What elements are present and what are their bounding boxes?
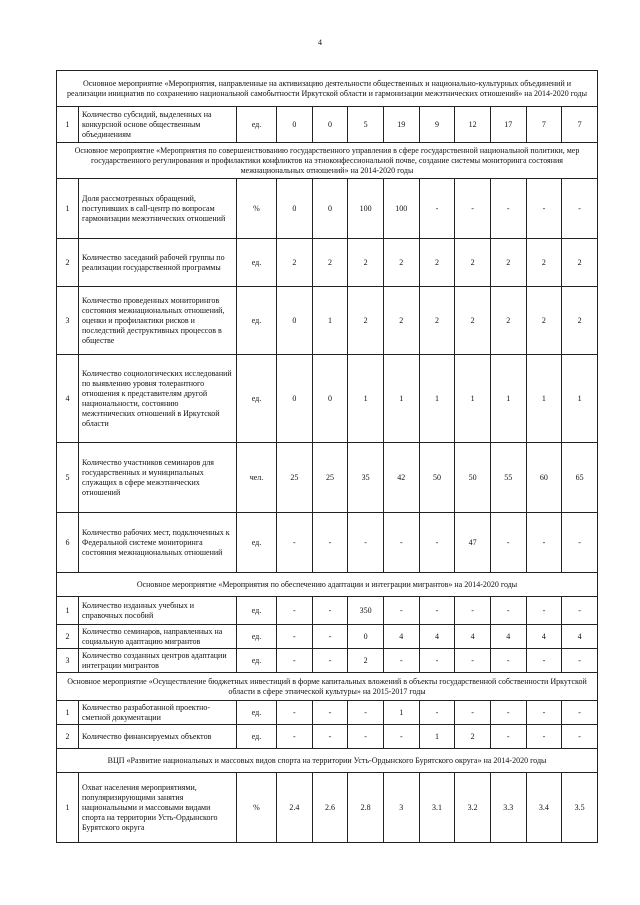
table-row [57,239,598,287]
value-cell: - [383,649,419,673]
section-title: Основное мероприятие «Мероприятия, направленные на активизацию деятельности общественных и национально-культурных объединений и реализации инициатив по сохранению национальной самобытности Иркутской области и гармонизации межэтнических отношений» на 2014-2020 годы [57,71,598,107]
value-cell: 0 [277,107,313,143]
table-row [57,355,598,443]
value-cell: 0 [312,355,348,443]
indicator-name-cell: Количество созданных центров адаптации интеграции мигрантов [79,649,237,673]
unit-cell: ед. [237,701,277,725]
value-cell: - [383,725,419,749]
value-cell: 7 [526,107,562,143]
indicator-name-cell: Количество проведенных мониторингов состояния межнациональных отношений, оценки и профилактики рисков и последствий деструктивных процессов в обществе [79,287,237,355]
value-cell: 1 [455,355,491,443]
section-title: Основное мероприятие «Мероприятия по обеспечению адаптации и интеграции мигрантов» на 2014-2020 годы [57,573,598,597]
value-cell: - [562,179,598,239]
row-number-cell: 3 [57,649,79,673]
value-cell: 2 [562,239,598,287]
value-cell: - [277,649,313,673]
table-row [57,107,598,143]
value-cell: - [348,701,384,725]
value-cell: - [455,179,491,239]
value-cell: 25 [312,443,348,513]
value-cell: 50 [419,443,455,513]
value-cell: 1 [526,355,562,443]
unit-cell: % [237,179,277,239]
value-cell: 2 [419,287,455,355]
indicator-name-cell: Количество рабочих мест, подключенных к Федеральной системе мониторинга состояния межнациональных отношений [79,513,237,573]
value-cell: - [312,597,348,625]
value-cell: 42 [383,443,419,513]
value-cell: - [277,513,313,573]
value-cell: - [277,701,313,725]
section-header-row [57,573,598,597]
value-cell: 4 [526,625,562,649]
section-header-row [57,143,598,179]
section-title: Основное мероприятие «Осуществление бюджетных инвестиций в форме капитальных вложений в объекты государственной собственности Иркутской области в сфере этнической культуры» на 2015-2017 годы [57,673,598,701]
value-cell: 2 [562,287,598,355]
value-cell: 4 [562,625,598,649]
unit-cell: ед. [237,107,277,143]
value-cell: 50 [455,443,491,513]
value-cell: 2 [419,239,455,287]
value-cell: 1 [490,355,526,443]
row-number-cell: 2 [57,625,79,649]
value-cell: 0 [277,179,313,239]
value-cell: 4 [383,625,419,649]
value-cell: - [526,725,562,749]
value-cell: - [348,725,384,749]
row-number-cell: 1 [57,773,79,843]
table-row [57,513,598,573]
section-title: Основное мероприятие «Мероприятия по совершенствованию государственного управления в сфере государственной национальной политики, мер государственного регулирования и профилактики конфликтов на этноконфессиональной почве, создание системы мониторинга состояния межнациональных отношений» на 2014-2020 годы [57,143,598,179]
indicator-name-cell: Количество разработанной проектно-сметной документации [79,701,237,725]
value-cell: 2 [348,239,384,287]
unit-cell: % [237,773,277,843]
value-cell: 1 [419,355,455,443]
value-cell: 5 [348,107,384,143]
indicators-table [56,70,598,843]
table-row [57,701,598,725]
value-cell: 3 [383,773,419,843]
value-cell: - [526,179,562,239]
value-cell: 1 [383,355,419,443]
page-number: 4 [318,38,322,47]
unit-cell: ед. [237,725,277,749]
value-cell: - [490,597,526,625]
value-cell: 2.4 [277,773,313,843]
row-number-cell: 1 [57,107,79,143]
value-cell: - [312,701,348,725]
indicator-name-cell: Количество семинаров, направленных на социальную адаптацию мигрантов [79,625,237,649]
value-cell: 2 [348,287,384,355]
value-cell: 2 [455,287,491,355]
table-row [57,443,598,513]
unit-cell: ед. [237,649,277,673]
row-number-cell: 1 [57,179,79,239]
value-cell: - [455,701,491,725]
value-cell: 2.8 [348,773,384,843]
table-row [57,773,598,843]
value-cell: 2 [348,649,384,673]
indicator-name-cell: Охват населения мероприятиями, популяризирующими занятия национальными и массовыми видами спорта на территории Усть-Ордынского Бурятского округа [79,773,237,843]
value-cell: 3.5 [562,773,598,843]
value-cell: 100 [348,179,384,239]
unit-cell: ед. [237,239,277,287]
value-cell: 2 [490,239,526,287]
value-cell: 2.6 [312,773,348,843]
value-cell: - [562,701,598,725]
value-cell: 17 [490,107,526,143]
table-row [57,287,598,355]
value-cell: 0 [312,107,348,143]
unit-cell: ед. [237,355,277,443]
value-cell: 2 [490,287,526,355]
row-number-cell: 1 [57,701,79,725]
indicators-table-body [57,71,598,843]
row-number-cell: 4 [57,355,79,443]
value-cell: - [562,649,598,673]
value-cell: 12 [455,107,491,143]
value-cell: - [348,513,384,573]
value-cell: 19 [383,107,419,143]
table-row [57,179,598,239]
row-number-cell: 5 [57,443,79,513]
value-cell: 35 [348,443,384,513]
value-cell: 3.4 [526,773,562,843]
value-cell: - [562,597,598,625]
value-cell: 2 [455,239,491,287]
value-cell: - [526,701,562,725]
value-cell: 4 [455,625,491,649]
value-cell: - [419,649,455,673]
value-cell: 0 [312,179,348,239]
value-cell: - [490,725,526,749]
value-cell: 0 [277,287,313,355]
value-cell: 4 [419,625,455,649]
indicator-name-cell: Количество изданных учебных и справочных пособий [79,597,237,625]
value-cell: - [562,513,598,573]
row-number-cell: 6 [57,513,79,573]
value-cell: - [490,179,526,239]
row-number-cell: 3 [57,287,79,355]
value-cell: - [312,649,348,673]
value-cell: - [419,179,455,239]
value-cell: 9 [419,107,455,143]
value-cell: 2 [277,239,313,287]
value-cell: 3.3 [490,773,526,843]
value-cell: 3.1 [419,773,455,843]
section-header-row [57,749,598,773]
value-cell: - [455,649,491,673]
value-cell: - [419,701,455,725]
indicator-name-cell: Количество субсидий, выделенных на конкурсной основе общественным объединениям [79,107,237,143]
value-cell: 25 [277,443,313,513]
indicator-name-cell: Количество финансируемых объектов [79,725,237,749]
value-cell: - [277,597,313,625]
table-row [57,649,598,673]
value-cell: - [383,513,419,573]
value-cell: - [562,725,598,749]
value-cell: 1 [312,287,348,355]
value-cell: 0 [277,355,313,443]
value-cell: 350 [348,597,384,625]
value-cell: 2 [383,287,419,355]
indicator-name-cell: Количество социологических исследований по выявлению уровня толерантного отношения к представителям другой национальности, состоянию межэтнических отношений в Иркутской области [79,355,237,443]
value-cell: 47 [455,513,491,573]
section-header-row [57,71,598,107]
value-cell: - [312,725,348,749]
value-cell: 3.2 [455,773,491,843]
value-cell: 7 [562,107,598,143]
value-cell: - [490,513,526,573]
value-cell: - [526,597,562,625]
value-cell: 1 [419,725,455,749]
value-cell: - [383,597,419,625]
value-cell: 1 [383,701,419,725]
value-cell: - [312,513,348,573]
unit-cell: ед. [237,287,277,355]
value-cell: - [419,597,455,625]
value-cell: 1 [562,355,598,443]
value-cell: 2 [383,239,419,287]
value-cell: 2 [455,725,491,749]
value-cell: 60 [526,443,562,513]
section-title: ВЦП «Развитие национальных и массовых видов спорта на территории Усть-Ордынского Бурятского округа» на 2014-2020 годы [57,749,598,773]
value-cell: - [526,513,562,573]
row-number-cell: 2 [57,725,79,749]
indicator-name-cell: Количество участников семинаров для государственных и муниципальных служащих в сфере межэтнических отношений [79,443,237,513]
unit-cell: чел. [237,443,277,513]
value-cell: 55 [490,443,526,513]
value-cell: 2 [526,239,562,287]
table-row [57,625,598,649]
row-number-cell: 2 [57,239,79,287]
value-cell: 2 [526,287,562,355]
value-cell: - [419,513,455,573]
value-cell: - [490,649,526,673]
value-cell: 65 [562,443,598,513]
value-cell: - [277,725,313,749]
value-cell: 0 [348,625,384,649]
indicator-name-cell: Доля рассмотренных обращений, поступивших в call-центр по вопросам гармонизации межэтнических отношений [79,179,237,239]
value-cell: - [312,625,348,649]
section-header-row [57,673,598,701]
indicator-name-cell: Количество заседаний рабочей группы по реализации государственной программы [79,239,237,287]
value-cell: 4 [490,625,526,649]
unit-cell: ед. [237,625,277,649]
table-row [57,725,598,749]
value-cell: - [455,597,491,625]
value-cell: - [526,649,562,673]
table-row [57,597,598,625]
value-cell: - [277,625,313,649]
unit-cell: ед. [237,513,277,573]
value-cell: 2 [312,239,348,287]
value-cell: - [490,701,526,725]
value-cell: 1 [348,355,384,443]
row-number-cell: 1 [57,597,79,625]
value-cell: 100 [383,179,419,239]
unit-cell: ед. [237,597,277,625]
